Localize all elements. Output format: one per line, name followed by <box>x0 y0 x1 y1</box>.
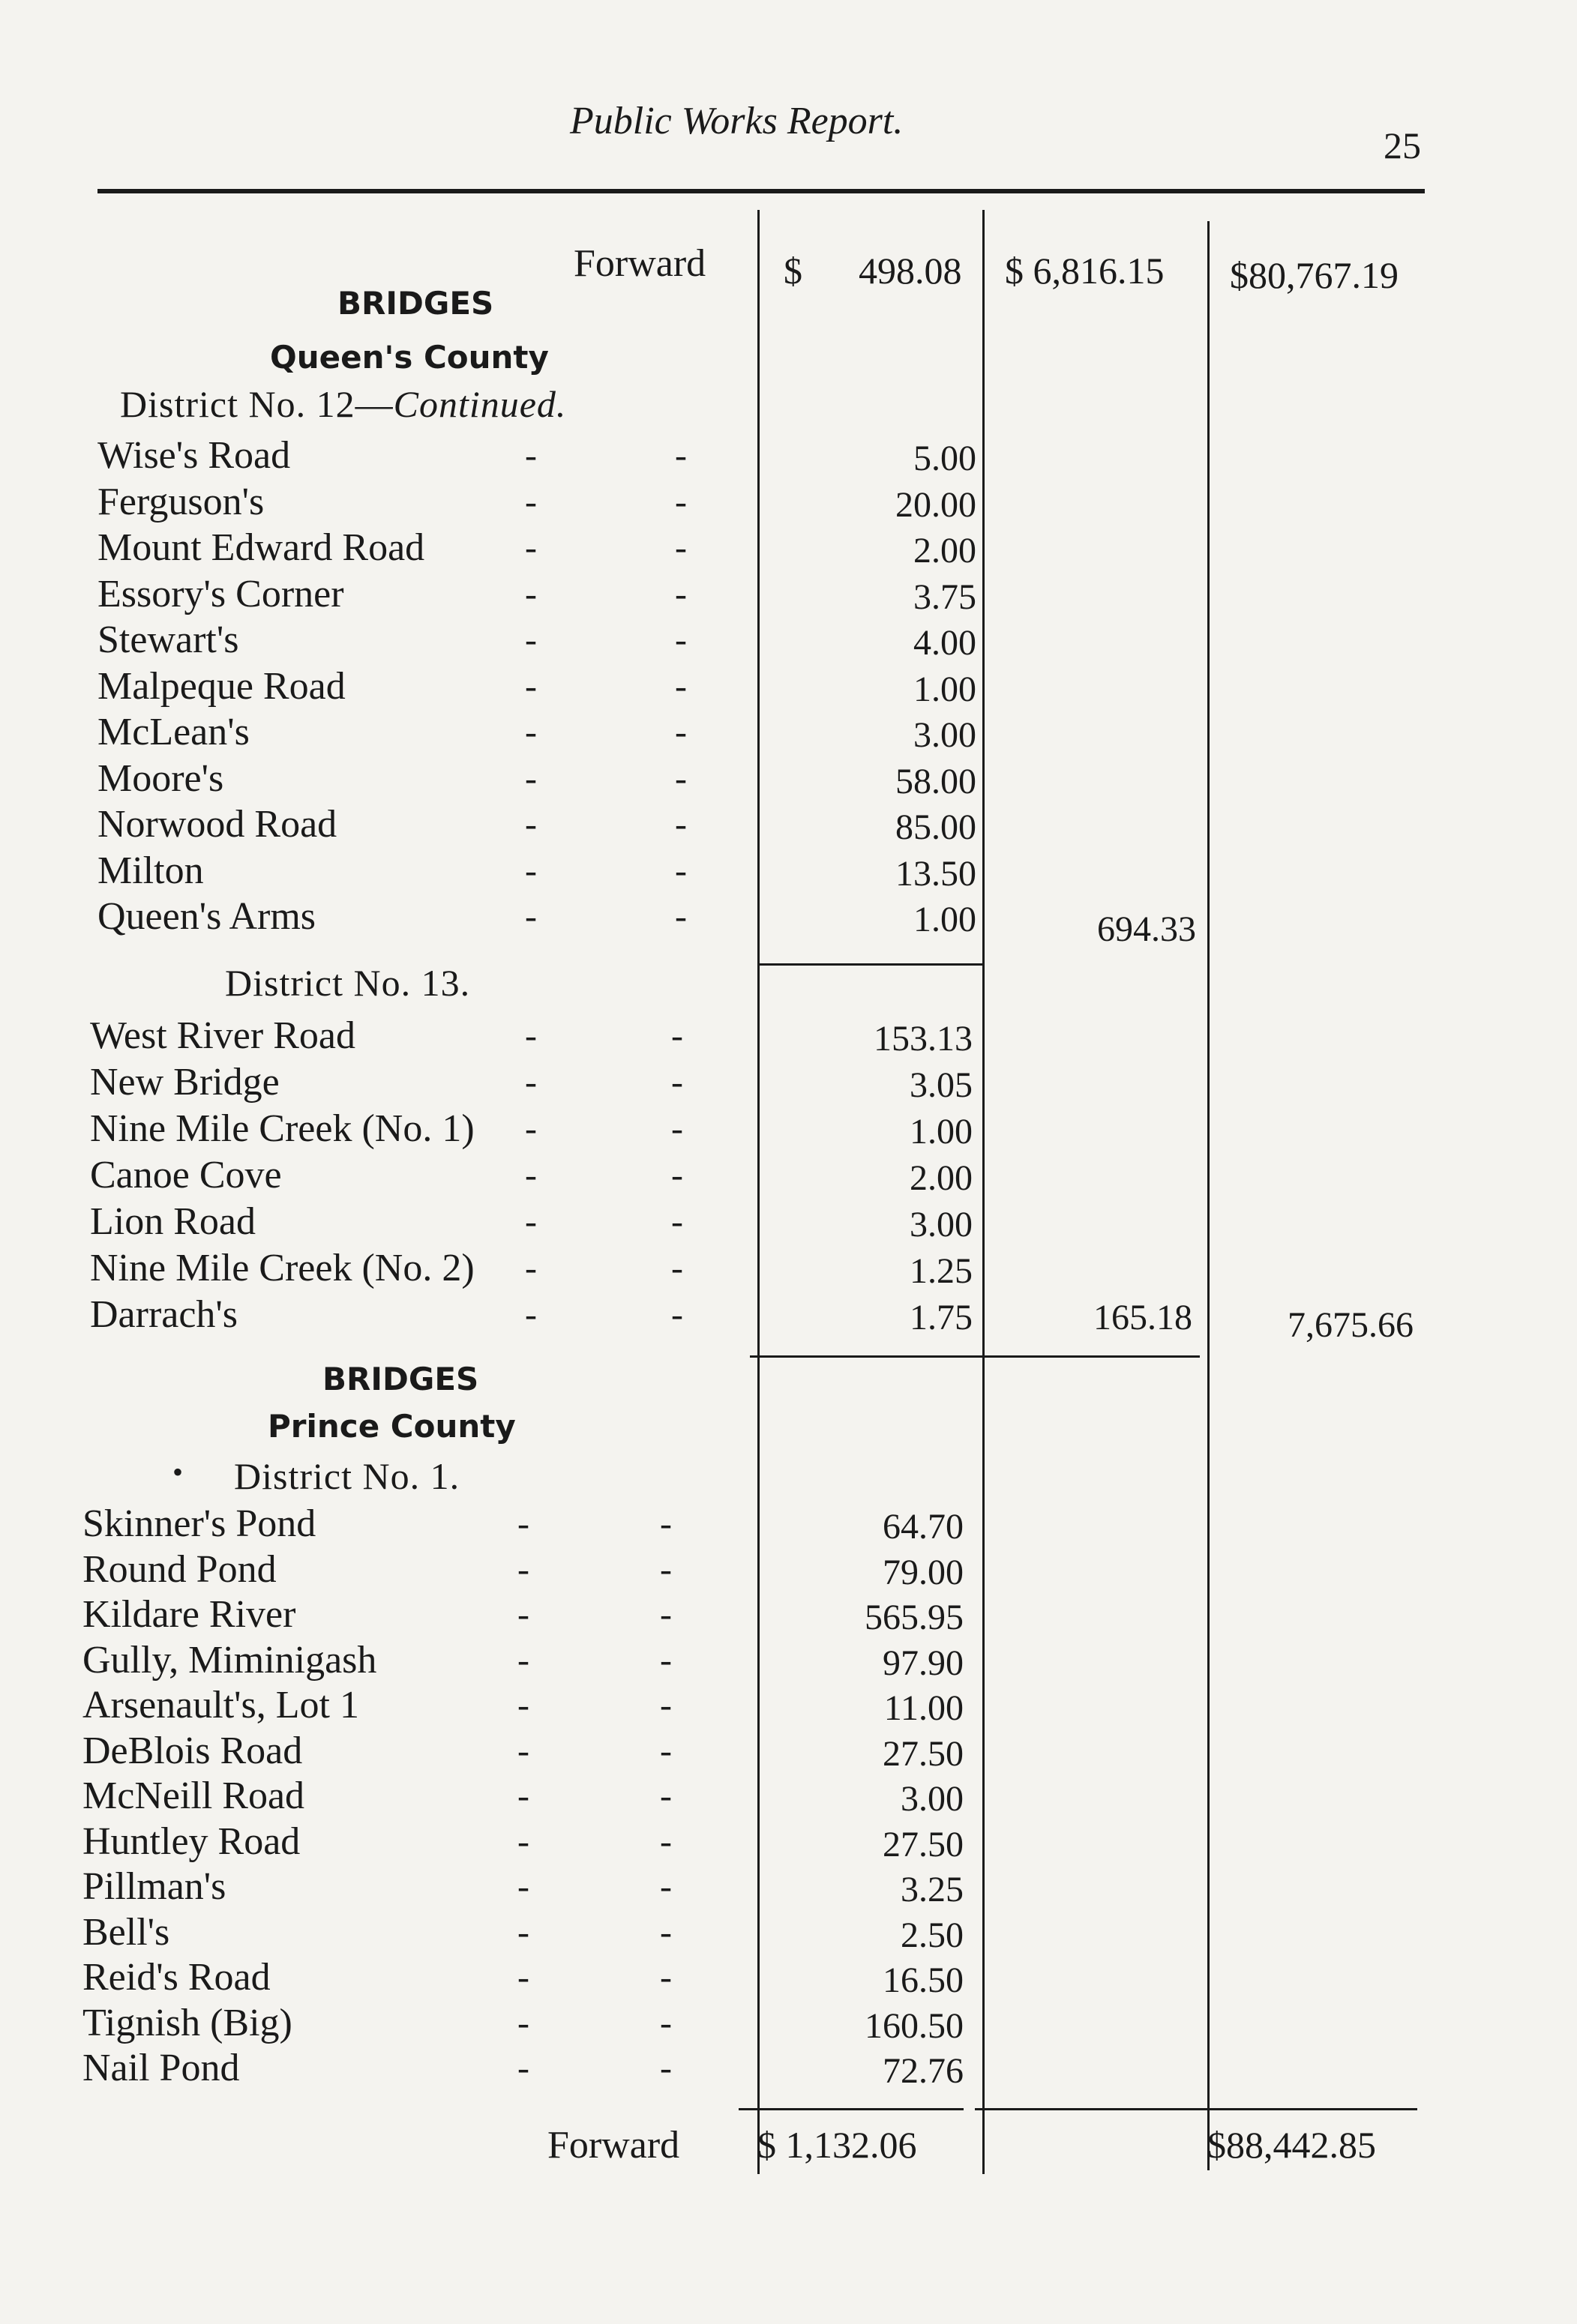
leader-dash: - <box>660 1640 672 1680</box>
row-name: Queen's Arms <box>97 895 316 938</box>
row-name: Canoe Cove <box>90 1154 282 1196</box>
bottom-rule-col3 <box>1192 2108 1417 2110</box>
row-name: Pillman's <box>82 1865 226 1908</box>
district-12-subtotal: 694.33 <box>1097 909 1196 949</box>
row-amount: 2.00 <box>910 1158 973 1198</box>
leader-dash: - <box>525 1109 537 1149</box>
leader-dash: - <box>517 1595 529 1634</box>
district-13-heading: District No. 13. <box>225 962 471 1004</box>
row-name: Essory's Corner <box>97 572 344 615</box>
row-name: Moore's <box>97 756 224 800</box>
leader-dash: - <box>517 1504 529 1544</box>
section-county-prince: Prince County <box>268 1408 516 1445</box>
row-amount: 5.00 <box>913 439 976 478</box>
leader-dash: - <box>660 1776 672 1816</box>
row-name: Skinner's Pond <box>82 1502 316 1545</box>
leader-dash: - <box>675 804 687 844</box>
row-name: McNeill Road <box>82 1774 305 1817</box>
leader-dash: - <box>671 1109 683 1149</box>
row-name: Ferguson's <box>97 480 265 523</box>
row-name: Round Pond <box>82 1547 277 1591</box>
leader-dash: - <box>675 850 687 891</box>
row-amount: 2.50 <box>901 1915 964 1955</box>
row-amount: 3.00 <box>910 1205 973 1244</box>
forward-top-col1: 498.08 <box>859 250 962 292</box>
leader-dash: - <box>525 1016 537 1056</box>
header-rule <box>97 189 1425 193</box>
leader-dash: - <box>525 436 537 475</box>
district-13-subtotal: 165.18 <box>1093 1298 1192 1337</box>
row-amount: 565.95 <box>865 1598 964 1637</box>
row-amount: 3.05 <box>910 1065 973 1105</box>
row-amount: 3.75 <box>913 577 976 617</box>
leader-dash: - <box>517 1957 529 1997</box>
row-name: Nine Mile Creek (No. 1) <box>90 1107 475 1150</box>
leader-dash: - <box>525 1155 537 1195</box>
leader-dash: - <box>660 1730 672 1771</box>
bullet-mark: • <box>172 1455 184 1489</box>
row-name: Wise's Road <box>97 434 291 477</box>
row-amount: 4.00 <box>913 623 976 663</box>
leader-dash: - <box>660 1867 672 1906</box>
leader-dash: - <box>660 1504 672 1544</box>
section-county-queens: Queen's County <box>270 339 549 376</box>
leader-dash: - <box>671 1016 683 1056</box>
forward-label-bottom: Forward <box>547 2124 680 2167</box>
row-name: Huntley Road <box>82 1819 301 1863</box>
leader-dash: - <box>517 1912 529 1952</box>
bottom-rule-col2 <box>975 2108 1192 2110</box>
row-amount: 1.00 <box>913 900 976 939</box>
leader-dash: - <box>675 758 687 798</box>
leader-dash: - <box>660 1821 672 1861</box>
leader-dash: - <box>517 2048 529 2088</box>
leader-dash: - <box>675 712 687 752</box>
leader-dash: - <box>517 1549 529 1589</box>
leader-dash: - <box>660 1912 672 1952</box>
row-name: Darrach's <box>90 1293 238 1336</box>
forward-bottom-col3: $88,442.85 <box>1207 2124 1376 2166</box>
row-name: Nail Pond <box>82 2047 240 2089</box>
leader-dash: - <box>671 1062 683 1102</box>
row-amount: 79.00 <box>883 1552 964 1592</box>
dollar-sign-top: $ <box>784 250 802 292</box>
leader-dash: - <box>660 1957 672 1997</box>
leader-dash: - <box>671 1155 683 1195</box>
leader-dash: - <box>517 1867 529 1906</box>
row-amount: 20.00 <box>895 484 976 525</box>
leader-dash: - <box>671 1295 683 1334</box>
leader-dash: - <box>675 574 687 614</box>
row-name: DeBlois Road <box>82 1729 303 1772</box>
bottom-rule-col1 <box>739 2108 964 2110</box>
section-heading-bridges-2: BRIDGES <box>322 1361 479 1397</box>
row-amount: 153.13 <box>874 1019 973 1059</box>
row-amount: 72.76 <box>883 2051 964 2091</box>
row-amount: 1.25 <box>910 1251 973 1291</box>
row-amount: 1.75 <box>910 1298 973 1337</box>
row-amount: 64.70 <box>883 1507 964 1547</box>
row-name: Tignish (Big) <box>82 2001 292 2044</box>
row-amount: 27.50 <box>883 1824 964 1864</box>
leader-dash: - <box>525 574 537 614</box>
leader-dash: - <box>675 528 687 568</box>
leader-dash: - <box>525 1248 537 1288</box>
row-name: Stewart's <box>97 618 239 661</box>
district-12-rule <box>757 963 982 966</box>
row-name: Reid's Road <box>82 1956 271 1999</box>
leader-dash: - <box>660 1595 672 1634</box>
leader-dash: - <box>675 481 687 522</box>
leader-dash: - <box>525 712 537 752</box>
row-name: Arsenault's, Lot 1 <box>82 1684 359 1727</box>
row-name: Kildare River <box>82 1593 296 1636</box>
leader-dash: - <box>517 2002 529 2043</box>
leader-dash: - <box>660 1685 672 1725</box>
district-12-label: District No. 12— <box>120 383 394 425</box>
leader-dash: - <box>517 1640 529 1680</box>
row-name: Mount Edward Road <box>97 526 425 569</box>
row-name: West River Road <box>90 1014 355 1057</box>
running-header-title: Public Works Report. <box>570 100 904 142</box>
leader-dash: - <box>525 897 537 936</box>
leader-dash: - <box>671 1202 683 1241</box>
district-1-heading: District No. 1. <box>234 1455 460 1497</box>
leader-dash: - <box>517 1685 529 1725</box>
leader-dash: - <box>660 2002 672 2043</box>
page-number: 25 <box>1384 124 1421 166</box>
row-amount: 13.50 <box>895 853 976 894</box>
continued-label: Continued. <box>393 383 567 425</box>
leader-dash: - <box>525 528 537 568</box>
forward-label-top: Forward <box>574 242 706 285</box>
leader-dash: - <box>675 897 687 936</box>
leader-dash: - <box>517 1730 529 1771</box>
row-amount: 3.25 <box>901 1870 964 1909</box>
row-amount: 2.00 <box>913 531 976 571</box>
leader-dash: - <box>660 2048 672 2088</box>
leader-dash: - <box>517 1821 529 1861</box>
row-name: Malpeque Road <box>97 664 346 708</box>
forward-bottom-col1: $ 1,132.06 <box>757 2124 917 2166</box>
leader-dash: - <box>675 666 687 706</box>
row-amount: 11.00 <box>883 1688 964 1728</box>
row-name: Norwood Road <box>97 803 337 846</box>
leader-dash: - <box>660 1549 672 1589</box>
leader-dash: - <box>525 666 537 706</box>
row-name: Nine Mile Creek (No. 2) <box>90 1247 475 1289</box>
row-amount: 85.00 <box>895 807 976 847</box>
forward-top-col3: $80,767.19 <box>1230 254 1399 296</box>
row-name: Bell's <box>82 1910 170 1954</box>
row-amount: 3.00 <box>901 1779 964 1819</box>
column-rule-2 <box>982 210 985 2174</box>
row-name: New Bridge <box>90 1061 280 1104</box>
row-amount: 160.50 <box>865 2005 964 2046</box>
row-amount: 1.00 <box>910 1112 973 1152</box>
row-amount: 27.50 <box>883 1733 964 1774</box>
leader-dash: - <box>525 481 537 522</box>
row-name: McLean's <box>97 711 250 753</box>
row-name: Gully, Miminigash <box>82 1638 377 1682</box>
row-amount: 3.00 <box>913 715 976 755</box>
section-heading-bridges: BRIDGES <box>337 285 494 322</box>
district-12-heading <box>120 382 566 426</box>
leader-dash: - <box>525 758 537 798</box>
leader-dash: - <box>675 620 687 660</box>
leader-dash: - <box>525 1295 537 1334</box>
queens-county-total: 7,675.66 <box>1288 1305 1414 1345</box>
leader-dash: - <box>525 1202 537 1241</box>
row-name: Milton <box>97 849 204 892</box>
forward-top-col2: $ 6,816.15 <box>1005 250 1165 292</box>
leader-dash: - <box>525 850 537 891</box>
leader-dash: - <box>525 620 537 660</box>
row-amount: 97.90 <box>883 1643 964 1683</box>
column-rule-3 <box>1207 221 1210 2170</box>
leader-dash: - <box>525 1062 537 1102</box>
leader-dash: - <box>525 804 537 844</box>
row-amount: 58.00 <box>895 761 976 801</box>
leader-dash: - <box>671 1248 683 1288</box>
row-name: Lion Road <box>90 1200 256 1243</box>
district-13-rule <box>750 1355 1200 1358</box>
leader-dash: - <box>675 436 687 475</box>
row-amount: 1.00 <box>913 669 976 709</box>
row-amount: 16.50 <box>883 1960 964 2000</box>
leader-dash: - <box>517 1776 529 1816</box>
